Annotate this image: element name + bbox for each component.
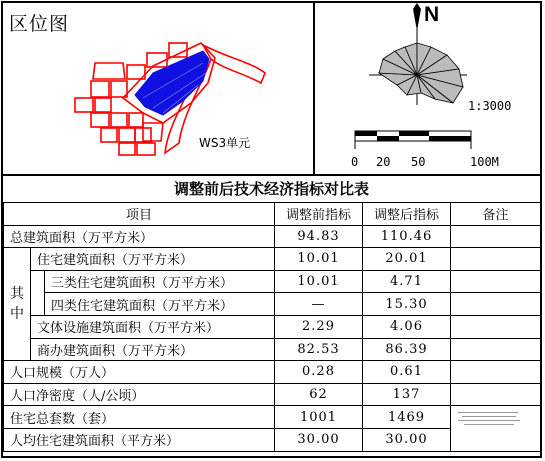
row-after: 110.46 — [363, 225, 451, 248]
wind-rose-icon — [317, 3, 540, 174]
block — [93, 63, 125, 79]
scale-tick-50: 50 — [411, 155, 426, 169]
header-note: 备注 — [451, 203, 541, 226]
table-row — [4, 315, 541, 338]
map-title: 区位图 — [9, 13, 70, 35]
row-after: 4.06 — [363, 315, 451, 338]
row-after: 0.61 — [363, 361, 451, 384]
row-before: 94.83 — [275, 225, 363, 248]
block — [91, 113, 109, 127]
unit-label: WS3单元 — [199, 136, 251, 150]
row-label: 住宅总套数（套） — [4, 406, 275, 429]
table-row — [4, 338, 541, 361]
row-before: 62 — [275, 383, 363, 406]
divider — [3, 174, 540, 176]
row-note — [451, 270, 541, 293]
header-item: 项目 — [4, 203, 275, 226]
row-label: 人口净密度（人/公顷） — [4, 383, 275, 406]
scale-tick-20: 20 — [376, 155, 391, 169]
row-label: 三类住宅建筑面积（万平方米） — [45, 270, 275, 293]
block — [119, 128, 135, 142]
table-row — [4, 270, 541, 293]
row-before: 0.28 — [275, 361, 363, 384]
table-row — [4, 225, 541, 248]
block — [143, 123, 163, 141]
row-label: 总建筑面积（万平方米） — [4, 225, 275, 248]
row-label: 四类住宅建筑面积（万平方米） — [45, 293, 275, 316]
row-after: 15.30 — [363, 293, 451, 316]
table-row — [4, 293, 541, 316]
block — [129, 113, 143, 127]
row-note — [451, 383, 541, 406]
table-row — [4, 248, 541, 271]
block — [137, 143, 155, 155]
header-before: 调整前指标 — [275, 203, 363, 226]
row-after: 30.00 — [363, 428, 451, 451]
block — [75, 98, 93, 112]
row-before: — — [275, 293, 363, 316]
block — [119, 143, 135, 155]
scale-ratio: 1:3000 — [468, 99, 512, 113]
row-after: 20.01 — [363, 248, 451, 271]
row-after: 4.71 — [363, 270, 451, 293]
block — [95, 98, 111, 112]
row-note — [451, 293, 541, 316]
row-label: 人均住宅建筑面积（平方米） — [4, 428, 275, 451]
qizhong-text: 其中 — [10, 286, 24, 323]
row-note — [451, 315, 541, 338]
scale-tick-100m: 100M — [470, 155, 499, 169]
row-before: 82.53 — [275, 338, 363, 361]
row-before: 10.01 — [275, 270, 363, 293]
block — [111, 81, 127, 97]
site-area — [135, 51, 209, 115]
row-note — [451, 248, 541, 271]
row-note — [451, 225, 541, 248]
row-after: 86.39 — [363, 338, 451, 361]
row-after: 137 — [363, 383, 451, 406]
legend-panel — [317, 3, 540, 174]
block — [101, 128, 117, 142]
row-label: 文体设施建筑面积（万平方米） — [31, 315, 275, 338]
qizhong-label — [4, 248, 31, 361]
table-row — [4, 383, 541, 406]
scale-tick-0: 0 — [351, 155, 359, 169]
row-before: 2.29 — [275, 315, 363, 338]
sub-indent — [31, 270, 45, 315]
row-label: 商办建筑面积（万平方米） — [31, 338, 275, 361]
table-title: 调整前后技术经济指标对比表 — [173, 180, 369, 198]
table-header-row — [4, 203, 541, 226]
row-before: 1001 — [275, 406, 363, 429]
row-before: 30.00 — [275, 428, 363, 451]
road-outline — [203, 45, 265, 83]
row-after: 1469 — [363, 406, 451, 429]
location-map-panel — [3, 3, 315, 174]
block — [91, 81, 109, 97]
row-label: 人口规模（万人） — [4, 361, 275, 384]
row-label: 住宅建筑面积（万平方米） — [31, 248, 275, 271]
row-note — [451, 338, 541, 361]
north-label: N — [424, 3, 440, 26]
block — [111, 113, 127, 127]
note-noise — [454, 409, 538, 431]
header-after: 调整后指标 — [363, 203, 451, 226]
row-before: 10.01 — [275, 248, 363, 271]
row-note — [451, 361, 541, 384]
table-row — [4, 361, 541, 384]
